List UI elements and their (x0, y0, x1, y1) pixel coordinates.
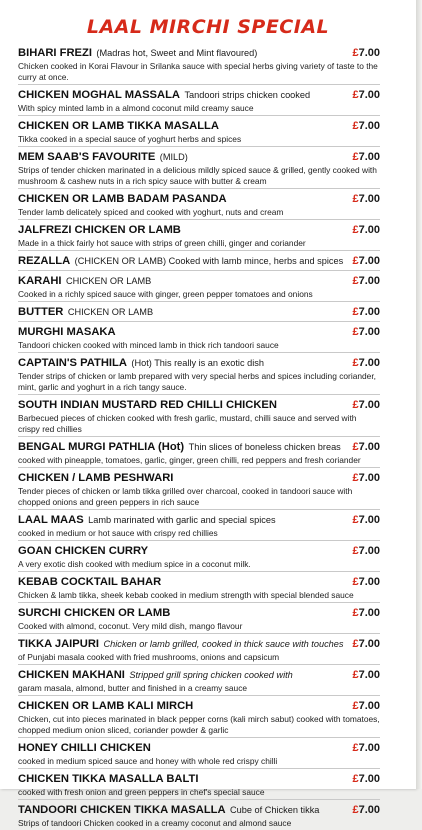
menu-item-title (18, 190, 227, 207)
menu-item-header (18, 303, 380, 320)
menu-item-price (352, 398, 380, 413)
menu-item-name: CHICKEN OR LAMB TIKKA MASALLA (18, 120, 219, 132)
menu-item-title (18, 770, 198, 787)
currency-symbol: £ (352, 357, 359, 369)
price-amount: 7.00 (358, 306, 380, 318)
menu-item (18, 468, 380, 510)
menu-item (18, 437, 380, 468)
price-amount: 7.00 (358, 514, 380, 526)
page-edge (416, 0, 422, 789)
menu-item-header (18, 252, 380, 269)
menu-item (18, 603, 380, 634)
price-amount: 7.00 (358, 607, 380, 619)
currency-symbol: £ (352, 151, 359, 163)
menu-item-name: MURGHI MASAKA (18, 326, 116, 338)
menu-item-header (18, 117, 380, 134)
currency-symbol: £ (352, 514, 359, 526)
menu-item-header (18, 739, 380, 756)
menu-item-price (352, 254, 380, 269)
price-amount: 7.00 (358, 545, 380, 557)
menu-item-name: CHICKEN OR LAMB KALI MIRCH (18, 700, 194, 712)
menu-item-title (18, 739, 151, 756)
menu-item-name: BIHARI FREZI (18, 47, 92, 59)
menu-item-price (352, 150, 380, 165)
menu-item-header (18, 697, 380, 714)
menu-item-header (18, 573, 380, 590)
menu-item-price (352, 544, 380, 559)
menu-item (18, 738, 380, 769)
menu-title: LAAL MIRCHI SPECIAL (86, 16, 330, 38)
currency-symbol: £ (352, 773, 359, 785)
menu-item-title (18, 697, 193, 714)
menu-item (18, 189, 380, 220)
price-amount: 7.00 (358, 804, 380, 816)
menu-item-description: cooked in medium or hot sauce with crispy red chillies (18, 528, 218, 538)
menu-item (18, 353, 380, 395)
menu-item-header (18, 770, 380, 787)
menu-item-price (352, 575, 380, 590)
menu-item-name: CAPTAIN'S PATHILA (18, 357, 127, 369)
menu-item-header (18, 190, 380, 207)
menu-item-name: KARAHI (18, 275, 62, 287)
menu-item (18, 696, 380, 738)
currency-symbol: £ (352, 193, 359, 205)
menu-item-title (18, 221, 181, 238)
currency-symbol: £ (352, 120, 359, 132)
menu-item-description: Tender pieces of chicken or lamb tikka grilled over charcoal, cooked in tandoori sauce with chopped onions and green peppers in rich sauce (18, 486, 353, 507)
menu-item-subtitle: Tandoori strips chicken cooked (184, 90, 311, 100)
menu-item-name: KEBAB COCKTAIL BAHAR (18, 576, 162, 588)
menu-item (18, 510, 380, 541)
menu-item-title (18, 635, 343, 652)
menu-item-title (18, 438, 341, 455)
menu-item-title (18, 323, 116, 340)
menu-item-price (352, 699, 380, 714)
menu-item-title (18, 272, 151, 289)
menu-item-price (352, 119, 380, 134)
menu-item (18, 302, 380, 322)
menu-item-price (352, 772, 380, 787)
menu-item-name: CHICKEN MAKHANI (18, 669, 125, 681)
price-amount: 7.00 (358, 89, 380, 101)
menu-item-subtitle: (MILD) (159, 152, 188, 162)
menu-item (18, 769, 380, 800)
price-amount: 7.00 (358, 120, 380, 132)
menu-item (18, 147, 380, 189)
currency-symbol: £ (352, 89, 359, 101)
menu-item-header (18, 604, 380, 621)
currency-symbol: £ (352, 47, 359, 59)
menu-item-price (352, 803, 380, 818)
menu-item-header (18, 396, 380, 413)
menu-item (18, 322, 380, 353)
menu-item-name: REZALLA (18, 255, 71, 267)
menu-item-header (18, 323, 380, 340)
menu-item-description: A very exotic dish cooked with medium spice in a coconut milk. (18, 559, 251, 569)
menu-item-name: GOAN CHICKEN CURRY (18, 545, 149, 557)
menu-item-header (18, 635, 380, 652)
currency-symbol: £ (352, 700, 359, 712)
menu-item (18, 395, 380, 437)
menu-item (18, 220, 380, 251)
menu-item-description: garam masala, almond, butter and finished in a creamy sauce (18, 683, 248, 693)
menu-item-price (352, 637, 380, 652)
menu-item-name: LAAL MAAS (18, 514, 84, 526)
menu-item-description: Chicken, cut into pieces marinated in black pepper corns (kali mirch sabut) cooked with tomatoes, chopped medium onion sliced, coriander powder & garlic (18, 714, 380, 735)
menu-item-title (18, 303, 153, 320)
price-amount: 7.00 (358, 742, 380, 754)
menu-item-description: cooked with fresh onion and green peppers in chef's special sauce (18, 787, 265, 797)
menu-item (18, 251, 380, 271)
menu-item-title (18, 666, 293, 683)
menu-item-subtitle: Cube of Chicken tikka (230, 805, 320, 815)
price-amount: 7.00 (358, 700, 380, 712)
currency-symbol: £ (352, 804, 359, 816)
menu-item-price (352, 305, 380, 320)
menu-item-header (18, 438, 380, 455)
menu-item (18, 271, 380, 302)
menu-item-header (18, 542, 380, 559)
menu-item-description: Chicken cooked in Korai Flavour in Srilanka sauce with special herbs giving variety of taste to the curry at once. (18, 61, 378, 82)
menu-item-price (352, 741, 380, 756)
currency-symbol: £ (352, 607, 359, 619)
menu-item-title (18, 801, 319, 818)
menu-item-name: HONEY CHILLI CHICKEN (18, 742, 151, 754)
price-amount: 7.00 (358, 472, 380, 484)
menu-item-name: JALFREZI CHICKEN OR LAMB (18, 224, 181, 236)
menu-item-price (352, 440, 380, 455)
menu-item-header (18, 272, 380, 289)
menu-item-header (18, 44, 380, 61)
menu-item-description: Tikka cooked in a special sauce of yoghurt herbs and spices (18, 134, 242, 144)
menu-item-description: Tender strips of chicken or lamb prepared with very special herbs and spices including coriander, mint, garlic and yoghurt in a rich tangy sauce. (18, 371, 376, 392)
menu-item-subtitle: Thin slices of boneless chicken breas (188, 442, 341, 452)
price-amount: 7.00 (358, 773, 380, 785)
menu-item-price (352, 88, 380, 103)
currency-symbol: £ (352, 255, 359, 267)
menu-item-title (18, 44, 257, 61)
price-amount: 7.00 (358, 638, 380, 650)
menu-item-title (18, 252, 343, 269)
menu-item-price (352, 606, 380, 621)
menu-item-name: CHICKEN TIKKA MASALLA BALTI (18, 773, 199, 785)
price-amount: 7.00 (358, 399, 380, 411)
menu-item-price (352, 46, 380, 61)
price-amount: 7.00 (358, 326, 380, 338)
menu-item (18, 116, 380, 147)
menu-item-title (18, 117, 219, 134)
price-amount: 7.00 (358, 47, 380, 59)
price-amount: 7.00 (358, 275, 380, 287)
menu-item-subtitle: (CHICKEN OR LAMB) Cooked with lamb mince, herbs and spices (74, 256, 344, 266)
menu-item-description: Tender lamb delicately spiced and cooked with yoghurt, nuts and cream (18, 207, 284, 217)
menu-item-title (18, 148, 188, 165)
menu-item-subtitle: Chicken or lamb grilled, cooked in thick sauce with touches (103, 639, 344, 649)
menu-item-description: Strips of tender chicken marinated in a delicious mildly spiced sauce & grilled, gently cooked with mushroom & cashew nuts in a rich spicy sauce with butter & cream (18, 165, 377, 186)
currency-symbol: £ (352, 224, 359, 236)
menu-item-title (18, 511, 276, 528)
menu-item-price (352, 223, 380, 238)
menu-item-title (18, 354, 264, 371)
currency-symbol: £ (352, 669, 359, 681)
price-amount: 7.00 (358, 669, 380, 681)
price-amount: 7.00 (358, 357, 380, 369)
price-amount: 7.00 (358, 255, 380, 267)
price-amount: 7.00 (358, 193, 380, 205)
menu-item-title (18, 86, 310, 103)
menu-item-description: With spicy minted lamb in a almond coconut mild creamy sauce (18, 103, 254, 113)
menu-item-header (18, 86, 380, 103)
menu-item-description: Cooked with almond, coconut. Very mild dish, mango flavour (18, 621, 243, 631)
menu-item-subtitle: CHICKEN OR LAMB (65, 276, 152, 286)
menu-item-header (18, 469, 380, 486)
menu-item-header (18, 666, 380, 683)
menu-item-price (352, 356, 380, 371)
menu-item-price (352, 668, 380, 683)
currency-symbol: £ (352, 306, 359, 318)
menu-item-description: Strips of tandoori Chicken cooked in a creamy coconut and almond sauce (18, 818, 292, 828)
menu-item-description: Made in a thick fairly hot sauce with strips of green chilli, ginger and coriander (18, 238, 306, 248)
menu-item-description: Tandoori chicken cooked with minced lamb in thick rich tandoori sauce (18, 340, 279, 350)
menu-item-title (18, 604, 170, 621)
menu-item-title (18, 396, 277, 413)
currency-symbol: £ (352, 275, 359, 287)
menu-item-name: SOUTH INDIAN MUSTARD RED CHILLI CHICKEN (18, 399, 277, 411)
price-amount: 7.00 (358, 224, 380, 236)
menu-item-subtitle: Lamb marinated with garlic and special spices (88, 515, 276, 525)
menu-item (18, 665, 380, 696)
menu-item-price (352, 325, 380, 340)
menu-item (18, 800, 380, 830)
menu-item-name: MEM SAAB'S FAVOURITE (18, 151, 156, 163)
menu-item-name: TANDOORI CHICKEN TIKKA MASALLA (18, 804, 226, 816)
menu-item (18, 572, 380, 603)
menu-item-subtitle: CHICKEN OR LAMB (67, 307, 154, 317)
price-amount: 7.00 (358, 441, 380, 453)
menu-item (18, 541, 380, 572)
menu-item-description: Cooked in a richly spiced sauce with ginger, green pepper tomatoes and onions (18, 289, 313, 299)
currency-symbol: £ (352, 399, 359, 411)
menu-item-description: of Punjabi masala cooked with fried mushrooms, onions and capsicum (18, 652, 280, 662)
currency-symbol: £ (352, 326, 359, 338)
menu-item-name: TIKKA JAIPURI (18, 638, 100, 650)
menu-item-description: Barbecued pieces of chicken cooked with fresh garlic, mustard, chilli sauce and served with crispy red chillies (18, 413, 357, 434)
menu-item-subtitle: (Hot) This really is an exotic dish (131, 358, 264, 368)
menu-item-title (18, 469, 173, 486)
menu-item-description: cooked with pineapple, tomatoes, garlic, ginger, green chilli, red peppers and fresh coriander (18, 455, 361, 465)
menu-item-price (352, 274, 380, 289)
menu-item-name: SURCHI CHICKEN OR LAMB (18, 607, 171, 619)
menu-item (18, 43, 380, 85)
menu-list (18, 43, 380, 830)
menu-item-header (18, 354, 380, 371)
menu-item-description: cooked in medium spiced sauce and honey with whole red crispy chilli (18, 756, 278, 766)
menu-item-price (352, 192, 380, 207)
menu-item-header (18, 221, 380, 238)
menu-item-header (18, 511, 380, 528)
menu-item (18, 634, 380, 665)
menu-item-name: CHICKEN MOGHAL MASSALA (18, 89, 181, 101)
menu-item-title (18, 573, 161, 590)
menu-item-name: BENGAL MURGI PATHLIA (Hot) (18, 441, 185, 453)
currency-symbol: £ (352, 638, 359, 650)
menu-item-title (18, 542, 148, 559)
menu-item-header (18, 801, 380, 818)
menu-item (18, 85, 380, 116)
currency-symbol: £ (352, 441, 359, 453)
currency-symbol: £ (352, 545, 359, 557)
currency-symbol: £ (352, 742, 359, 754)
menu-item-subtitle: (Madras hot, Sweet and Mint flavoured) (96, 48, 258, 58)
menu-item-price (352, 513, 380, 528)
menu-item-description: Chicken & lamb tikka, sheek kebab cooked in medium strength with special blended sauce (18, 590, 354, 600)
menu-item-header (18, 148, 380, 165)
price-amount: 7.00 (358, 576, 380, 588)
menu-item-price (352, 471, 380, 486)
menu-item-subtitle: Stripped grill spring chicken cooked with (129, 670, 293, 680)
menu-item-name: CHICKEN / LAMB PESHWARI (18, 472, 174, 484)
currency-symbol: £ (352, 472, 359, 484)
menu-item-name: BUTTER (18, 306, 64, 318)
price-amount: 7.00 (358, 151, 380, 163)
currency-symbol: £ (352, 576, 359, 588)
menu-item-name: CHICKEN OR LAMB BADAM PASANDA (18, 193, 227, 205)
